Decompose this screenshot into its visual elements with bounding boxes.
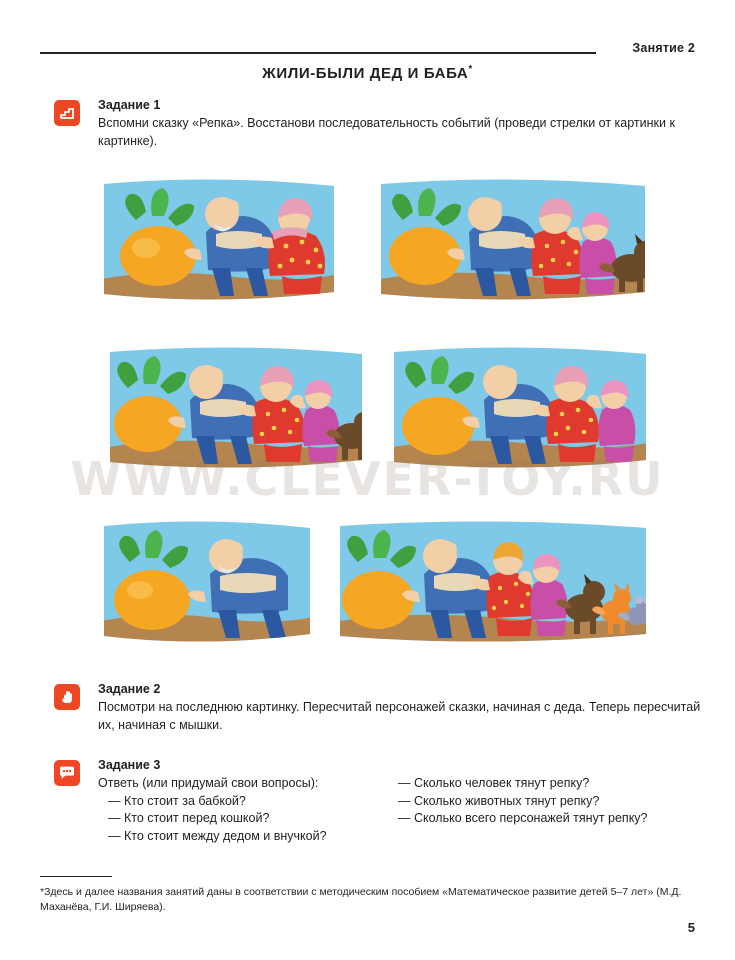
footnote-divider xyxy=(40,876,112,877)
illustration-grid xyxy=(96,172,654,654)
task-2-text: Посмотри на последнюю картинку. Пересчитай персонажей сказки, начиная с деда. Теперь пересчитай их, начиная с мышки. xyxy=(98,700,701,732)
question-left-1: — Кто стоит за бабкой? xyxy=(108,793,246,808)
task-2-heading: Задание 2 xyxy=(98,682,161,696)
speech-bubble-icon xyxy=(54,760,80,786)
question-right-3: — Сколько всего персонажей тянут репку? xyxy=(398,811,648,825)
turnip-scene-4 xyxy=(386,340,654,480)
lesson-label: Занятие 2 xyxy=(632,41,695,55)
task-1-heading: Задание 1 xyxy=(98,98,161,112)
title-asterisk: * xyxy=(468,64,473,75)
turnip-scene-1 xyxy=(96,172,341,312)
task-1-text: Вспомни сказку «Репка». Восстанови последовательность событий (проведи стрелки от картинки к картинке). xyxy=(98,116,675,148)
question-left-3: — Кто стоит между дедом и внучкой? xyxy=(108,828,327,843)
page-header xyxy=(40,36,695,62)
task-2-body xyxy=(98,682,709,734)
question-column-left xyxy=(98,775,398,845)
page-title-text: ЖИЛИ-БЫЛИ ДЕД И БАБА xyxy=(262,65,469,82)
task-3-heading: Задание 3 xyxy=(98,758,161,772)
turnip-scene-2 xyxy=(373,172,653,312)
question-left-2: — Кто стоит перед кошкой? xyxy=(108,811,270,825)
task-3-body xyxy=(98,758,709,845)
footnote-text: *Здесь и далее названия занятий даны в соответствии с методическим пособием «Математическое развитие детей 5–7 лет» (М.Д. Маханёва, Г.И. Ширяева). xyxy=(40,886,682,913)
question-column-right xyxy=(398,775,698,828)
turnip-scene-5 xyxy=(96,514,318,654)
question-right-2: — Сколько животных тянут репку? xyxy=(398,793,600,808)
task-3-intro: Ответь (или придумай свои вопросы): xyxy=(98,776,319,790)
page-number: 5 xyxy=(687,920,695,935)
header-divider xyxy=(40,52,596,54)
stairs-icon xyxy=(54,100,80,126)
question-right-1: — Сколько человек тянут репку? xyxy=(398,776,590,790)
turnip-scene-3 xyxy=(102,340,370,480)
hand-icon xyxy=(54,684,80,710)
watermark: WWW.CLEVER-TOY.RU xyxy=(70,452,665,506)
question-columns xyxy=(98,775,709,845)
task-1-body xyxy=(98,98,709,150)
turnip-scene-6 xyxy=(332,514,654,654)
page-title xyxy=(0,64,735,82)
footnote xyxy=(40,876,695,914)
